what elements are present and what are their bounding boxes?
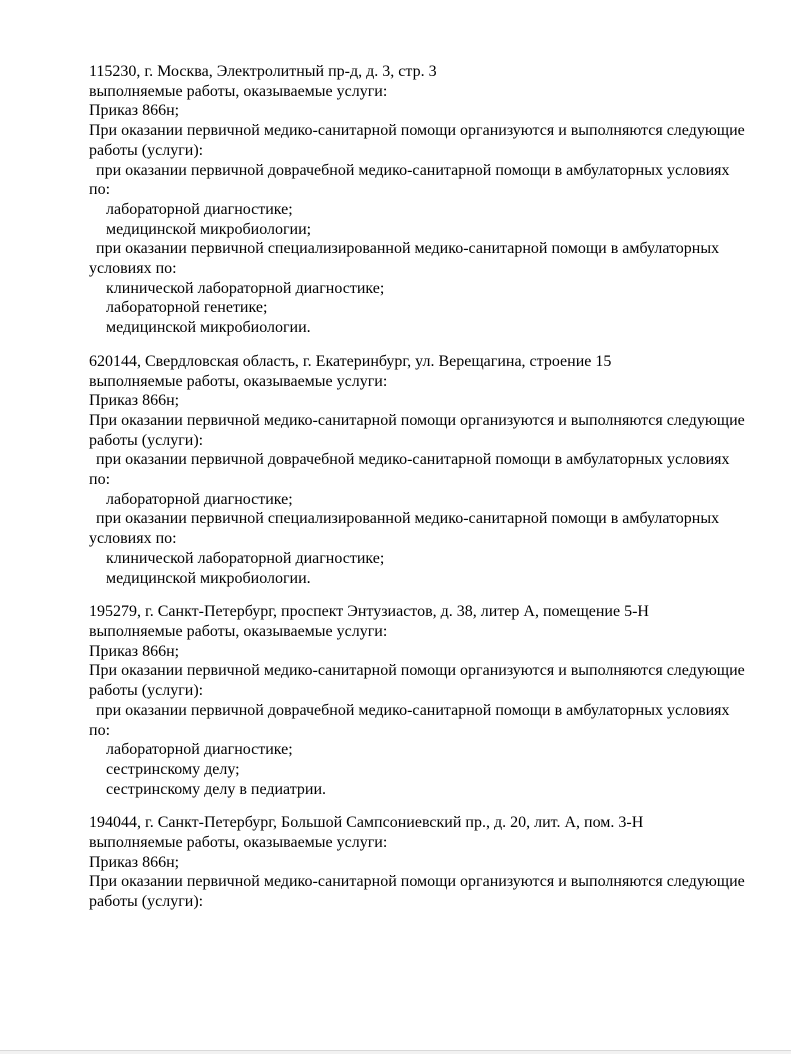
document-line: лабораторной диагностике;	[106, 741, 293, 759]
document-line: по:	[89, 721, 111, 739]
document-line: по:	[89, 181, 111, 199]
address-line: 115230, г. Москва, Электролитный пр-д, д. 3, стр. 3	[89, 63, 437, 80]
document-line: при оказании первичной специализированной медико-санитарной помощи в амбулаторных	[96, 510, 720, 528]
document-line: условиях по:	[89, 530, 177, 548]
document-line: клинической лабораторной диагностике;	[106, 549, 385, 567]
document-line: При оказании первичной медико-санитарной помощи организуются и выполняются следующие	[89, 411, 745, 429]
document-line: выполняемые работы, оказываемые услуги:	[89, 82, 388, 100]
license-location-block	[89, 62, 759, 338]
document-line: При оказании первичной медико-санитарной помощи организуются и выполняются следующие	[89, 122, 745, 140]
document-line: сестринскому делу в педиатрии.	[106, 780, 327, 798]
document-line: работы (услуги):	[89, 893, 204, 911]
license-location-block	[89, 352, 759, 588]
document-line: Приказ 866н;	[89, 102, 180, 120]
document-line: сестринскому делу;	[106, 760, 240, 778]
document-line: лабораторной диагностике;	[106, 490, 293, 508]
document-line: Приказ 866н;	[89, 642, 180, 660]
document-line: условиях по:	[89, 260, 177, 278]
document-line: работы (услуги):	[89, 682, 204, 700]
document-line: медицинской микробиологии.	[106, 569, 311, 587]
license-location-block	[89, 813, 759, 912]
address-line: 620144, Свердловская область, г. Екатеринбург, ул. Верещагина, строение 15	[89, 352, 612, 370]
horizontal-scrollbar[interactable]	[0, 1050, 791, 1054]
document-line: по:	[89, 471, 111, 489]
license-services-document	[89, 62, 759, 926]
document-line: выполняемые работы, оказываемые услуги:	[89, 834, 388, 852]
document-line: Приказ 866н;	[89, 392, 180, 410]
document-line: при оказании первичной доврачебной медико-санитарной помощи в амбулаторных условиях	[96, 161, 730, 179]
document-line: работы (услуги):	[89, 141, 204, 159]
address-line: 194044, г. Санкт-Петербург, Большой Сампсониевский пр., д. 20, лит. А, пом. 3-Н	[89, 814, 644, 832]
document-line: выполняемые работы, оказываемые услуги:	[89, 622, 388, 640]
document-line: При оказании первичной медико-санитарной помощи организуются и выполняются следующие	[89, 662, 745, 680]
document-line: при оказании первичной специализированной медико-санитарной помощи в амбулаторных	[96, 240, 720, 258]
document-line: При оказании первичной медико-санитарной помощи организуются и выполняются следующие	[89, 873, 745, 891]
document-line: выполняемые работы, оказываемые услуги:	[89, 372, 388, 390]
document-line: медицинской микробиологии;	[106, 220, 312, 238]
service-blocks-container	[89, 62, 759, 912]
document-line: лабораторной диагностике;	[106, 200, 293, 218]
document-line: Приказ 866н;	[89, 853, 180, 871]
document-line: при оказании первичной доврачебной медико-санитарной помощи в амбулаторных условиях	[96, 451, 730, 469]
document-line: клинической лабораторной диагностике;	[106, 279, 385, 297]
license-location-block	[89, 602, 759, 799]
address-line: 195279, г. Санкт-Петербург, проспект Энтузиастов, д. 38, литер А, помещение 5-Н	[89, 603, 649, 621]
document-line: при оказании первичной доврачебной медико-санитарной помощи в амбулаторных условиях	[96, 701, 730, 719]
document-line: медицинской микробиологии.	[106, 319, 311, 337]
document-line: лабораторной генетике;	[106, 299, 268, 317]
document-line: работы (услуги):	[89, 431, 204, 449]
